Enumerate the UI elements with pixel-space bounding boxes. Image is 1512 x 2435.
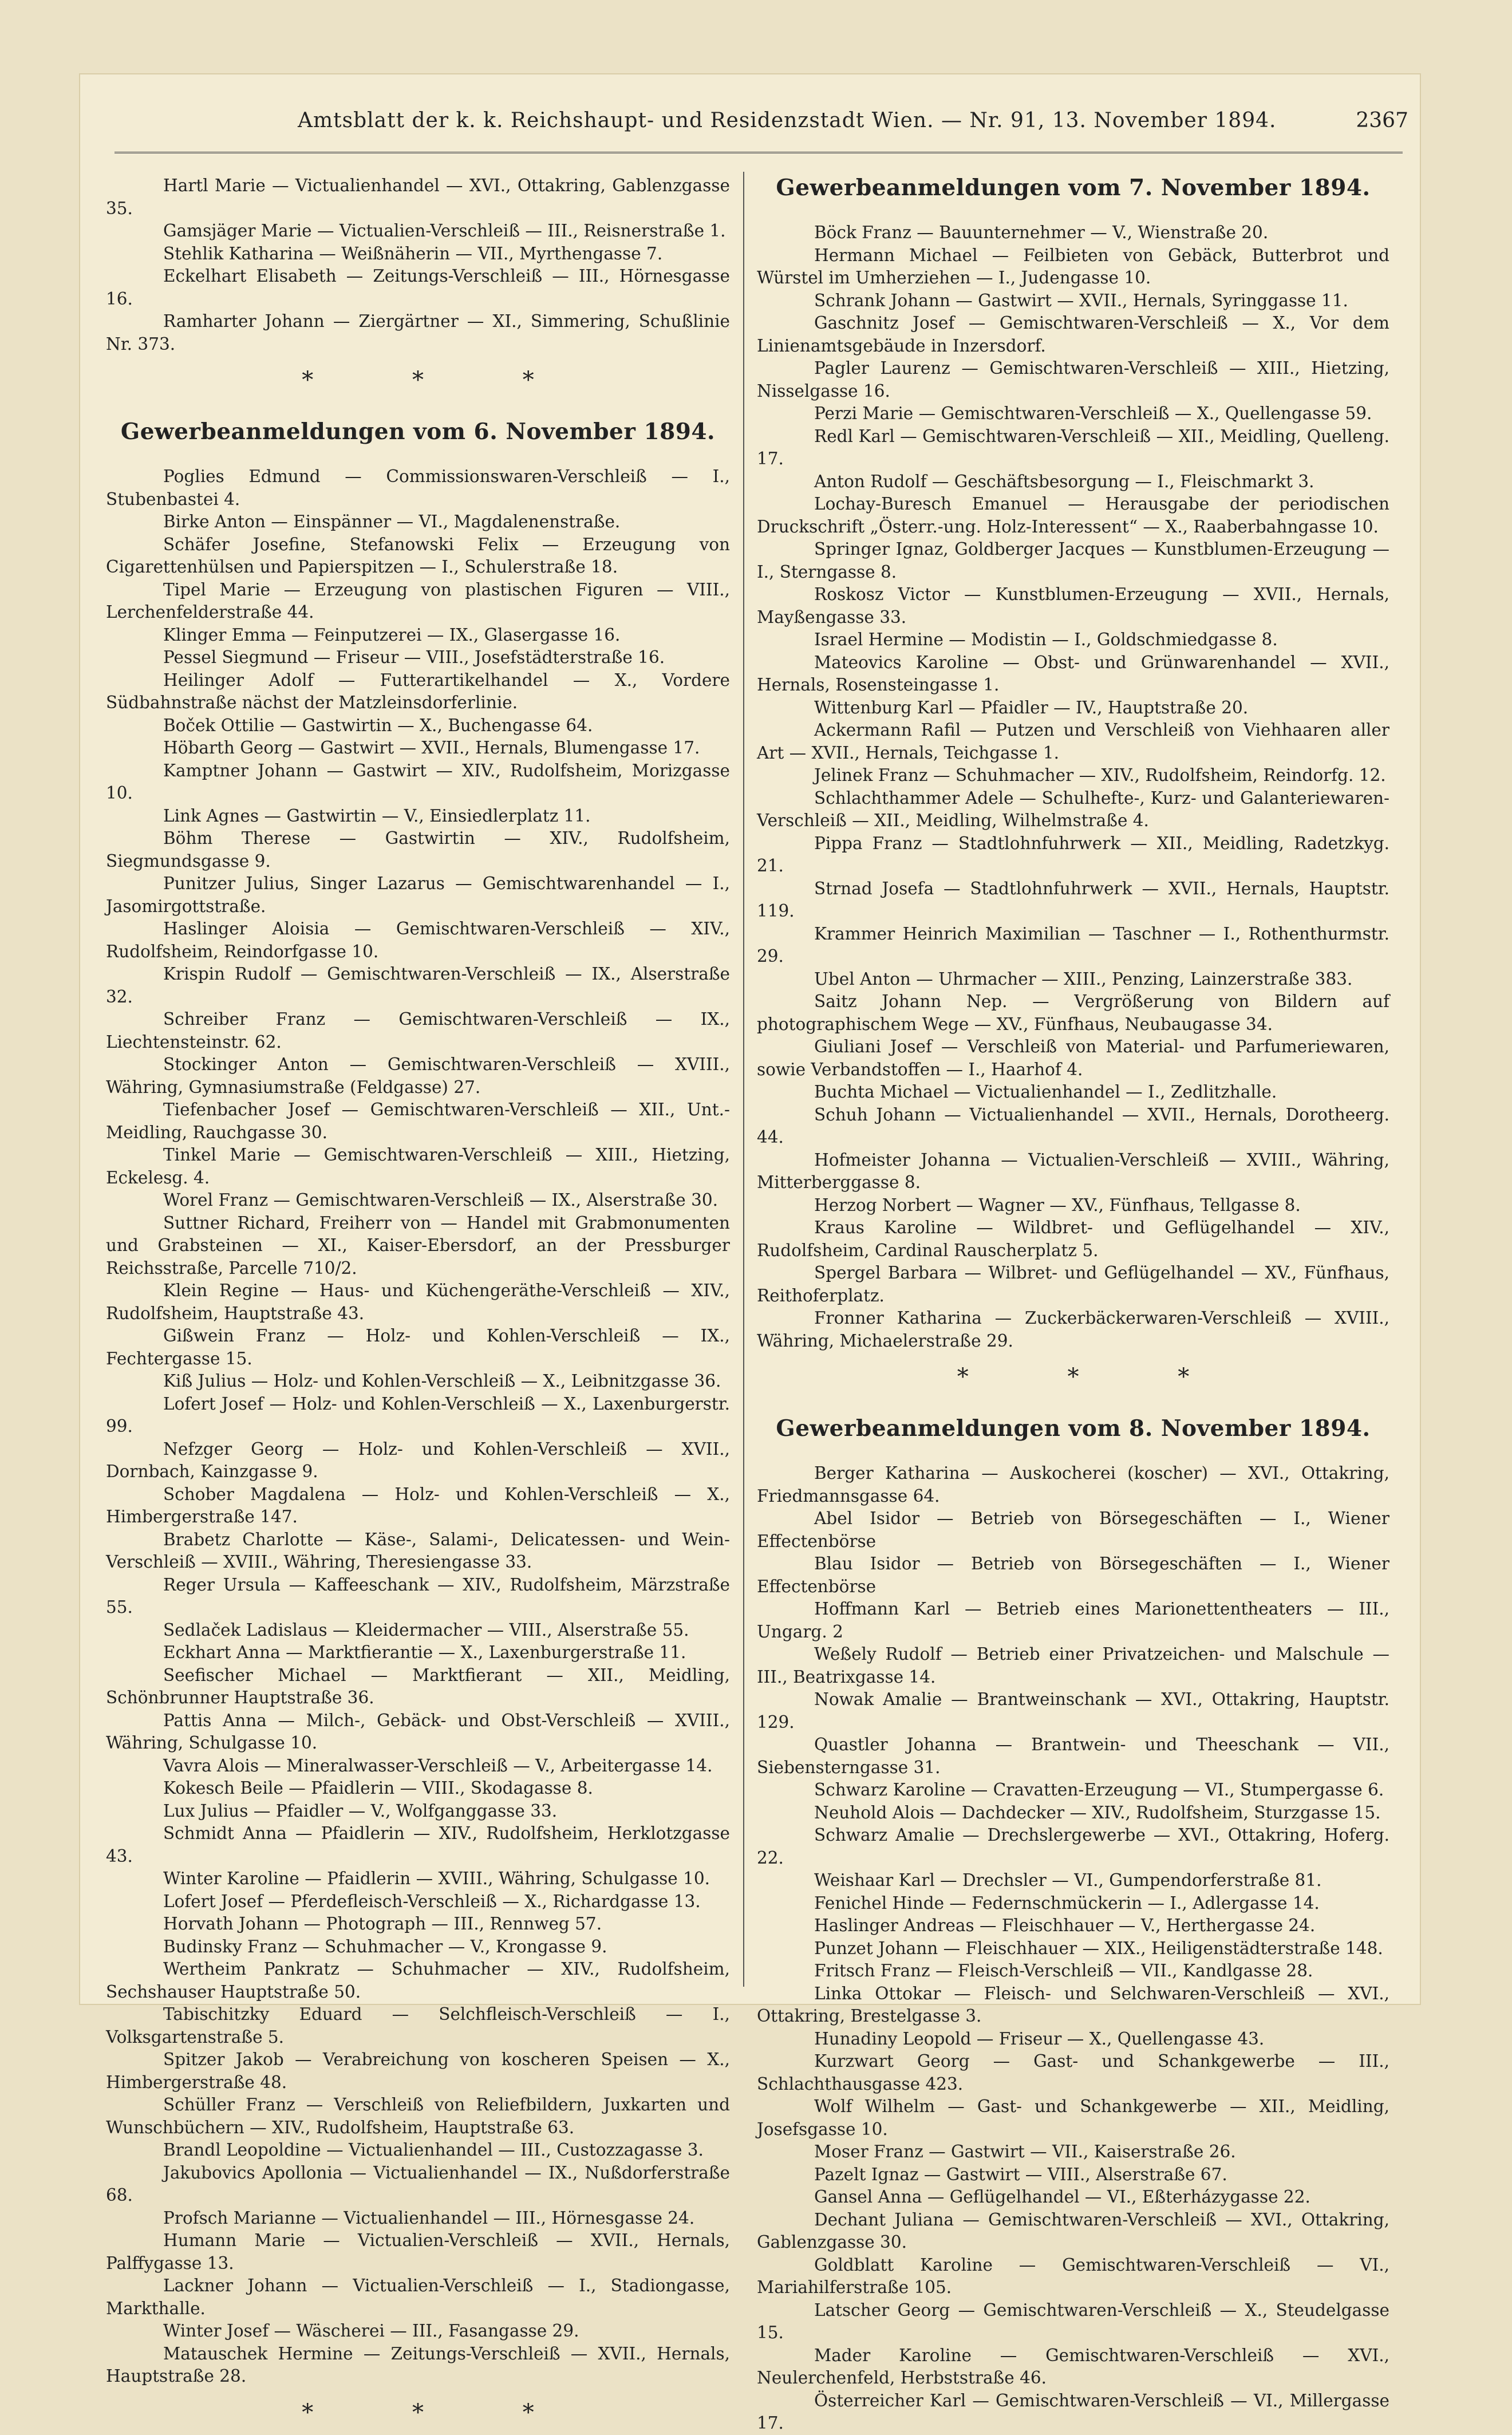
list-item: Vavra Alois — Mineralwasser-Verschleiß — V., Arbeitergasse 14. — [163, 1755, 713, 1775]
list-item: Moser Franz — Gastwirt — VII., Kaiserstraße 26. — [814, 2142, 1236, 2161]
list-item: Kurzwart Georg — Gast- und Schankgewerbe — III., Schlachthausgasse 423. — [757, 2051, 1389, 2094]
list-item: Jakubovics Apollonia — Victualienhandel — IX., Nußdorferstraße 68. — [106, 2162, 730, 2205]
list-item: Winter Josef — Wäscherei — III., Fasangasse 29. — [163, 2321, 579, 2341]
list-item: Fenichel Hinde — Federnschmückerin — I., Adlergasse 14. — [814, 1893, 1320, 1913]
list-item: Lackner Johann — Victualien-Verschleiß — I., Stadiongasse, Markthalle. — [106, 2276, 730, 2318]
list-item: Kraus Karoline — Wildbret- und Geflügelhandel — XIV., Rudolfsheim, Cardinal Rauscherplatz 5. — [757, 1218, 1389, 1260]
list-item: Klinger Emma — Feinputzerei — IX., Glasergasse 16. — [163, 625, 621, 645]
list-item: Pagler Laurenz — Gemischtwaren-Verschleiß — XIII., Hietzing, Nisselgasse 16. — [757, 358, 1389, 401]
list-item: Weishaar Karl — Drechsler — VI., Gumpendorferstraße 81. — [814, 1870, 1322, 1890]
list-item: Heilinger Adolf — Futterartikelhandel — X., Vordere Südbahnstraße nächst der Matzleinsdorferlinie. — [106, 670, 730, 712]
list-item: Lux Julius — Pfaidler — V., Wolfganggasse 33. — [163, 1801, 558, 1821]
list-item: Schmidt Anna — Pfaidlerin — XIV., Rudolfsheim, Herklotzgasse 43. — [106, 1824, 730, 1866]
list-item: Tipel Marie — Erzeugung von plastischen Figuren — VIII., Lerchenfelderstraße 44. — [106, 579, 730, 622]
list-item: Haslinger Andreas — Fleischhauer — V., Herthergasse 24. — [814, 1916, 1316, 1935]
list-item: Herzog Norbert — Wagner — XV., Fünfhaus, Tellgasse 8. — [814, 1195, 1301, 1215]
list-item: Suttner Richard, Freiherr von — Handel mit Grabmonumenten und Grabsteinen — XI., Kaiser-Ebersdorf, an der Pressburger Reichsstraße, Parcelle 710/2. — [106, 1213, 730, 1278]
list-item: Hartl Marie — Victualienhandel — XVI., Ottakring, Gablenzgasse 35. — [106, 176, 730, 218]
list-item: Österreicher Karl — Gemischtwaren-Verschleiß — VI., Millergasse 17. — [757, 2390, 1389, 2433]
section-separator: * * * — [302, 367, 580, 393]
list-item: Dechant Juliana — Gemischtwaren-Verschleiß — XVI., Ottakring, Gablenzgasse 30. — [757, 2209, 1389, 2252]
list-item: Schwarz Karoline — Cravatten-Erzeugung — VI., Stumpergasse 6. — [814, 1780, 1384, 1799]
list-item: Brandl Leopoldine — Victualienhandel — III., Custozzagasse 3. — [163, 2140, 704, 2160]
list-item: Schrank Johann — Gastwirt — XVII., Hernals, Syringgasse 11. — [814, 290, 1348, 310]
section-heading-nov-6: Gewerbeanmeldungen vom 6. November 1894. — [120, 419, 716, 445]
list-item: Kamptner Johann — Gastwirt — XIV., Rudolfsheim, Morizgasse 10. — [106, 760, 730, 803]
list-item: Lochay-Buresch Emanuel — Herausgabe der periodischen Druckschrift „Österr.-ung. Holz-Interessent“ — X., Raaberbahngasse 10. — [757, 494, 1389, 536]
list-item: Worel Franz — Gemischtwaren-Verschleiß — IX., Alserstraße 30. — [163, 1190, 719, 1210]
list-item: Eckhart Anna — Marktfierantie — X., Laxenburgerstraße 11. — [163, 1643, 686, 1662]
list-item: Pessel Siegmund — Friseur — VIII., Josefstädterstraße 16. — [163, 648, 665, 667]
list-item: Schwarz Amalie — Drechslergewerbe — XVI., Ottakring, Hoferg. 22. — [757, 1825, 1389, 1868]
section-separator: * * * — [957, 1364, 1235, 1390]
list-item: Seefischer Michael — Marktfierant — XII., Meidling, Schönbrunner Hauptstraße 36. — [106, 1665, 730, 1707]
left-intro-entries — [106, 175, 730, 356]
list-item: Linka Ottokar — Fleisch- und Selchwaren-Verschleiß — XVI., Ottakring, Brestelgasse 3. — [757, 1983, 1389, 2026]
list-item: Redl Karl — Gemischtwaren-Verschleiß — XII., Meidling, Quelleng. 17. — [757, 426, 1389, 468]
list-item: Krammer Heinrich Maximilian — Taschner — I., Rothenthurmstr. 29. — [757, 924, 1389, 966]
list-item: Lofert Josef — Holz- und Kohlen-Verschleiß — X., Laxenburgerstr. 99. — [106, 1394, 730, 1436]
list-item: Stockinger Anton — Gemischtwaren-Verschleiß — XVIII., Währing, Gymnasiumstraße (Feldgasse) 27. — [106, 1055, 730, 1097]
list-item: Tinkel Marie — Gemischtwaren-Verschleiß — XIII., Hietzing, Eckelesg. 4. — [106, 1145, 730, 1187]
right-column — [757, 175, 1389, 2433]
section-heading-nov-8: Gewerbeanmeldungen vom 8. November 1894. — [776, 1415, 1371, 1442]
list-item: Humann Marie — Victualien-Verschleiß — XVII., Hernals, Palffygasse 13. — [106, 2231, 730, 2273]
list-item: Gamsjäger Marie — Victualien-Verschleiß — III., Reisnerstraße 1. — [163, 221, 726, 240]
list-item: Roskosz Victor — Kunstblumen-Erzeugung — XVII., Hernals, Mayßengasse 33. — [757, 585, 1389, 627]
list-item: Strnad Josefa — Stadtlohnfuhrwerk — XVII., Hernals, Hauptstr. 119. — [757, 878, 1389, 921]
list-item: Springer Ignaz, Goldberger Jacques — Kunstblumen-Erzeugung — I., Sterngasse 8. — [757, 539, 1389, 582]
list-item: Spitzer Jakob — Verabreichung von koscheren Speisen — X., Himbergerstraße 48. — [106, 2050, 730, 2092]
nov-6-entries — [106, 465, 730, 2388]
list-item: Schuh Johann — Victualienhandel — XVII., Hernals, Dorotheerg. 44. — [757, 1104, 1389, 1147]
list-item: Klein Regine — Haus- und Küchengeräthe-Verschleiß — XIV., Rudolfsheim, Hauptstraße 43. — [106, 1281, 730, 1323]
list-item: Hofmeister Johanna — Victualien-Verschleiß — XVIII., Währing, Mitterberggasse 8. — [757, 1150, 1389, 1192]
list-item: Tabischitzky Eduard — Selchfleisch-Verschleiß — I., Volksgartenstraße 5. — [106, 2004, 730, 2047]
list-item: Hunadiny Leopold — Friseur — X., Quellengasse 43. — [814, 2028, 1265, 2049]
list-item: Kokesch Beile — Pfaidlerin — VIII., Skodagasse 8. — [163, 1778, 593, 1798]
list-item: Punzet Johann — Fleischhauer — XIX., Heiligenstädterstraße 148. — [814, 1938, 1383, 1958]
list-item: Quastler Johanna — Brantwein- und Theeschank — VII., Siebensterngasse 31. — [757, 1735, 1389, 1777]
list-item: Winter Karoline — Pfaidlerin — XVIII., Währing, Schulgasse 10. — [163, 1869, 710, 1888]
list-item: Punitzer Julius, Singer Lazarus — Gemischtwarenhandel — I., Jasomirgottstraße. — [106, 874, 730, 916]
list-item: Krispin Rudolf — Gemischtwaren-Verschleiß — IX., Alserstraße 32. — [106, 964, 730, 1007]
list-item: Boček Ottilie — Gastwirtin — X., Buchengasse 64. — [163, 715, 593, 735]
list-item: Mader Karoline — Gemischtwaren-Verschleiß — XVI., Neulerchenfeld, Herbststraße 46. — [757, 2345, 1389, 2387]
list-item: Gaschnitz Josef — Gemischtwaren-Verschleiß — X., Vor dem Linienamtsgebäude in Inzersdorf. — [757, 313, 1389, 356]
nov-7-entries — [757, 222, 1389, 1352]
list-item: Pippa Franz — Stadtlohnfuhrwerk — XII., Meidling, Radetzkyg. 21. — [757, 833, 1389, 875]
list-item: Schober Magdalena — Holz- und Kohlen-Verschleiß — X., Himbergerstraße 147. — [106, 1484, 730, 1526]
list-item: Pazelt Ignaz — Gastwirt — VIII., Alserstraße 67. — [814, 2164, 1227, 2184]
list-item: Matauschek Hermine — Zeitungs-Verschleiß — XVII., Hernals, Hauptstraße 28. — [106, 2343, 730, 2386]
list-item: Nowak Amalie — Brantweinschank — XVI., Ottakring, Hauptstr. 129. — [757, 1690, 1389, 1732]
list-item: Neuhold Alois — Dachdecker — XIV., Rudolfsheim, Sturzgasse 15. — [814, 1802, 1381, 1822]
list-item: Giuliani Josef — Verschleiß von Material- und Parfumeriewaren, sowie Verbandstoffen — I., Haarhof 4. — [757, 1037, 1389, 1079]
list-item: Eckelhart Elisabeth — Zeitungs-Verschleiß — III., Hörnesgasse 16. — [106, 266, 730, 309]
list-item: Böhm Therese — Gastwirtin — XIV., Rudolfsheim, Siegmundsgasse 9. — [106, 828, 730, 871]
list-item: Fronner Katharina — Zuckerbäckerwaren-Verschleiß — XVIII., Währing, Michaelerstraße 29. — [757, 1308, 1389, 1351]
list-item: Ramharter Johann — Ziergärtner — XI., Simmering, Schußlinie Nr. 373. — [106, 311, 730, 354]
list-item: Ubel Anton — Uhrmacher — XIII., Penzing, Lainzerstraße 383. — [814, 969, 1353, 989]
list-item: Israel Hermine — Modistin — I., Goldschmiedgasse 8. — [814, 630, 1278, 649]
list-item: Wolf Wilhelm — Gast- und Schankgewerbe — XII., Meidling, Josefsgasse 10. — [757, 2097, 1389, 2139]
list-item: Gansel Anna — Geflügelhandel — VI., Eßterházygasse 22. — [814, 2187, 1310, 2207]
list-item: Birke Anton — Einspänner — VI., Magdalenenstraße. — [163, 512, 621, 531]
list-item: Jelinek Franz — Schuhmacher — XIV., Rudolfsheim, Reindorfg. 12. — [814, 765, 1386, 785]
list-item: Wittenburg Karl — Pfaidler — IV., Hauptstraße 20. — [814, 697, 1249, 717]
list-item: Berger Katharina — Auskocherei (koscher) — XVI., Ottakring, Friedmannsgasse 64. — [757, 1463, 1389, 1506]
list-item: Schreiber Franz — Gemischtwaren-Verschleiß — IX., Liechtensteinstr. 62. — [106, 1009, 730, 1052]
list-item: Ackermann Rafil — Putzen und Verschleiß von Viehhaaren aller Art — XVII., Hernals, Teichgasse 1. — [757, 720, 1389, 763]
list-item: Horvath Johann — Photograph — III., Rennweg 57. — [163, 1914, 602, 1933]
section-heading-nov-7: Gewerbeanmeldungen vom 7. November 1894. — [776, 175, 1371, 201]
column-divider — [743, 172, 744, 1987]
list-item: Haslinger Aloisia — Gemischtwaren-Verschleiß — XIV., Rudolfsheim, Reindorfgasse 10. — [106, 919, 730, 961]
list-item: Latscher Georg — Gemischtwaren-Verschleiß — X., Steudelgasse 15. — [757, 2300, 1389, 2342]
list-item: Schüller Franz — Verschleiß von Reliefbildern, Juxkarten und Wunschbüchern — XIV., Rudolfsheim, Hauptstraße 63. — [106, 2095, 730, 2137]
list-item: Höbarth Georg — Gastwirt — XVII., Hernals, Blumengasse 17. — [163, 738, 700, 757]
list-item: Buchta Michael — Victualienhandel — I., Zedlitzhalle. — [814, 1082, 1277, 1102]
list-item: Perzi Marie — Gemischtwaren-Verschleiß — X., Quellengasse 59. — [814, 404, 1372, 423]
page-header — [80, 109, 1420, 143]
list-item: Reger Ursula — Kaffeeschank — XIV., Rudolfsheim, Märzstraße 55. — [106, 1574, 730, 1617]
list-item: Hoffmann Karl — Betrieb eines Marionettentheaters — III., Ungarg. 2 — [757, 1599, 1389, 1641]
list-item: Weßely Rudolf — Betrieb einer Privatzeichen- und Malschule — III., Beatrixgasse 14. — [757, 1644, 1389, 1687]
list-item: Kiß Julius — Holz- und Kohlen-Verschleiß — X., Leibnitzgasse 36. — [163, 1371, 721, 1391]
header-title: Amtsblatt der k. k. Reichshaupt- und Residenzstadt Wien. — Nr. 91, 13. November 1894. — [298, 109, 1277, 132]
list-item: Lofert Josef — Pferdefleisch-Verschleiß — X., Richardgasse 13. — [163, 1891, 701, 1911]
list-item: Link Agnes — Gastwirtin — V., Einsiedlerplatz 11. — [163, 806, 591, 826]
list-item: Böck Franz — Bauunternehmer — V., Wienstraße 20. — [814, 223, 1269, 242]
list-item: Stehlik Katharina — Weißnäherin — VII., Myrthengasse 7. — [163, 243, 663, 263]
list-item: Fritsch Franz — Fleisch-Verschleiß — VII., Kandlgasse 28. — [814, 1961, 1313, 1980]
list-item: Abel Isidor — Betrieb von Börsegeschäften — I., Wiener Effectenbörse — [757, 1509, 1389, 1551]
list-item: Hermann Michael — Feilbieten von Gebäck, Butterbrot und Würstel im Umherziehen — I., Judengasse 10. — [757, 245, 1389, 287]
newspaper-page — [80, 74, 1420, 2433]
list-item: Schlachthammer Adele — Schulhefte-, Kurz- und Galanteriewaren-Verschleiß — XII., Meidling, Wilhelmstraße 4. — [757, 788, 1389, 830]
list-item: Mateovics Karoline — Obst- und Grünwarenhandel — XVII., Hernals, Rosensteingasse 1. — [757, 652, 1389, 694]
list-item: Budinsky Franz — Schuhmacher — V., Krongasse 9. — [163, 1936, 607, 1956]
list-item: Anton Rudolf — Geschäftsbesorgung — I., Fleischmarkt 3. — [814, 471, 1314, 491]
list-item: Saitz Johann Nep. — Vergrößerung von Bildern auf photographischem Wege — XV., Fünfhaus, Neubaugasse 34. — [757, 992, 1389, 1034]
list-item: Poglies Edmund — Commissionswaren-Verschleiß — I., Stubenbastei 4. — [106, 467, 730, 509]
list-item: Gißwein Franz — Holz- und Kohlen-Verschleiß — IX., Fechtergasse 15. — [106, 1326, 730, 1368]
list-item: Goldblatt Karoline — Gemischtwaren-Verschleiß — VI., Mariahilferstraße 105. — [757, 2255, 1389, 2297]
left-column — [106, 175, 730, 2426]
list-item: Spergel Barbara — Wilbret- und Geflügelhandel — XV., Fünfhaus, Reithoferplatz. — [757, 1263, 1389, 1305]
list-item: Blau Isidor — Betrieb von Börsegeschäften — I., Wiener Effectenbörse — [757, 1554, 1389, 1596]
list-item: Pattis Anna — Milch-, Gebäck- und Obst-Verschleiß — XVIII., Währing, Schulgasse 10. — [106, 1710, 730, 1753]
list-item: Schäfer Josefine, Stefanowski Felix — Erzeugung von Cigarettenhülsen und Papierspitzen — I., Schulerstraße 18. — [106, 534, 730, 577]
header-rule — [115, 152, 1403, 153]
page-number: 2367 — [1356, 109, 1408, 132]
nov-8-entries — [757, 1462, 1389, 2435]
list-item: Brabetz Charlotte — Käse-, Salami-, Delicatessen- und Wein-Verschleiß — XVIII., Währing, Theresiengasse 33. — [106, 1529, 730, 1572]
list-item: Profsch Marianne — Victualienhandel — III., Hörnesgasse 24. — [163, 2208, 695, 2228]
list-item: Sedlaček Ladislaus — Kleidermacher — VIII., Alserstraße 55. — [163, 1620, 689, 1640]
section-separator: * * * — [302, 2399, 580, 2426]
list-item: Wertheim Pankratz — Schuhmacher — XIV., Rudolfsheim, Sechshauser Hauptstraße 50. — [106, 1959, 730, 2002]
list-item: Tiefenbacher Josef — Gemischtwaren-Verschleiß — XII., Unt.-Meidling, Rauchgasse 30. — [106, 1100, 730, 1142]
list-item: Nefzger Georg — Holz- und Kohlen-Verschleiß — XVII., Dornbach, Kainzgasse 9. — [106, 1439, 730, 1481]
